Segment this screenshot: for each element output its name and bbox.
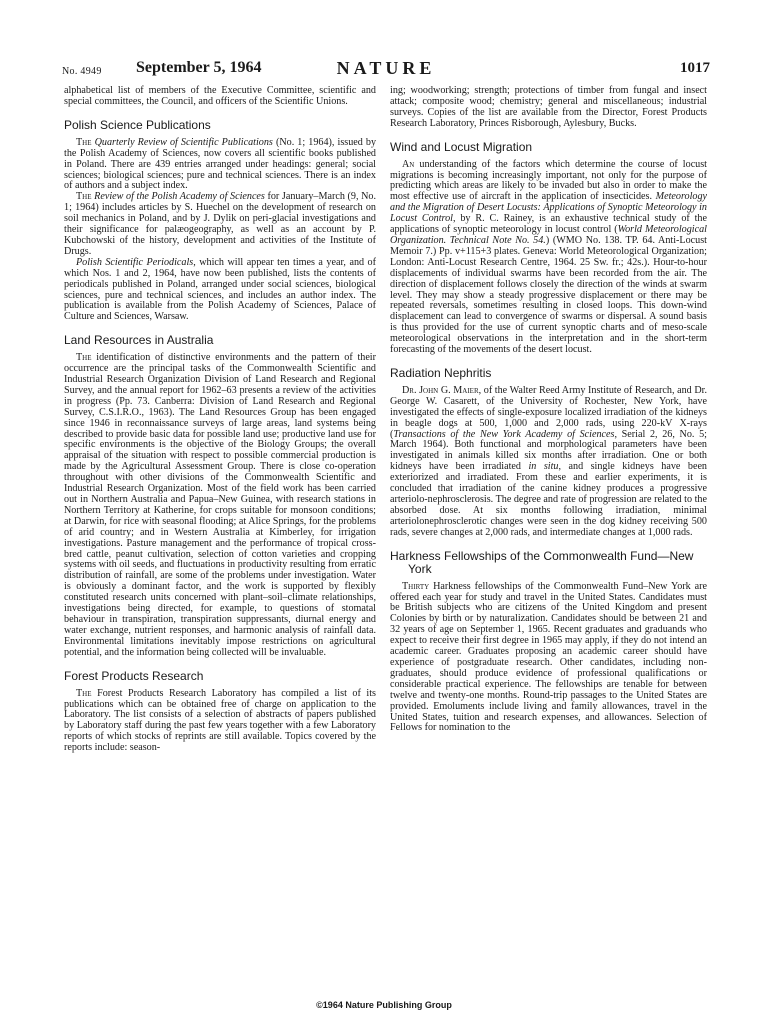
paragraph: [64, 689, 376, 754]
lead-word: The: [76, 191, 92, 203]
paragraph-text: Harkness fellowships of the Commonwealth Fund–New York are offered each year for study and travel in the United States. Candidates must be British subjects who are citizens of the United Kingdom and present Colonies by birth or by naturalization. Candidates should be between 21 and 32 years of age on September 1, 1965. Recent graduates and graduands who expect to receive their first degree in 1965 may apply, if they do not intend an academic career. Graduates proposing an academic career should have experience of postgraduate research. Other candidates, including non-graduates, should produce evidence of professional qualifications or considerable practical experience. The fellowships are tenable for between twelve and twenty-one months. Round-trip passages to the United States are provided. Emoluments include living and family allowances, travel in the United States, tuition and research expenses, and allowances. Selection of Fellows for nomination to the: [390, 580, 708, 734]
intro-paragraph: alphabetical list of members of the Executive Committee, scientific and special committees, the Council, and officers of the Scientific Unions.: [64, 85, 376, 107]
continued-paragraph: ing; woodworking; strength; protections of timber from fungal and insect attack; composite wood; chemistry; general and miscellaneous; industrial surveys. Copies of the list are available from the Director, Forest Products Research Laboratory, Princes Risborough, Aylesbury, Bucks.: [390, 85, 707, 129]
right-column: [390, 86, 707, 734]
lead-word: The: [76, 687, 92, 699]
paragraph: [64, 192, 376, 257]
paragraph: [64, 353, 376, 658]
latin-term: in situ: [528, 461, 559, 473]
paragraph: [390, 160, 707, 356]
article-land-resources: [64, 334, 376, 658]
lead-word: The: [76, 136, 92, 148]
article-harkness-fellowships: [390, 550, 707, 735]
article-heading: Radiation Nephritis: [390, 365, 492, 380]
article-radiation-nephritis: [390, 367, 707, 539]
journal-title-ref: Transactions of the New York Academy of Sciences: [393, 428, 615, 440]
publication-title: Meteorology and the Migration of Desert Locusts: Applications of Synoptic Meteorology in Locust Control: [390, 191, 708, 225]
publication-title: Polish Scientific Periodicals: [76, 256, 194, 268]
series-title: World Meteorological Organization. Technical Note No. 54.: [390, 224, 707, 246]
publication-title: Quarterly Review of Scientific Publications: [94, 136, 273, 148]
article-heading: Polish Science Publications: [64, 117, 211, 132]
paragraph-text: identification of distinctive environments and the pattern of their occurrence are the principal tasks of the Commonwealth Scientific and Industrial Research Organization Division of Land Research and Regional Survey, and the annual report for 1962–63 presents a review of the activities in progress (Pp. 73. Canberra: Division of Land Research and Regional Survey, C.S.I.R.O., 1963). The Land Resources Group has been engaged since 1946 in reconnaissance surveys of large areas, land systems being described to provide basic data for possible land use; productive land use for specific environments is the objective of the Biology Groups; the overall appraisal of the situation with respect to possible commercial production is made by the Agricultural Assessment Group. There is close co-operation throughout with other divisions of the Commonwealth Scientific and Industrial Research Organization. Most of the field work has been carried out in Northern Australia and Papua–New Guinea, with research stations in Northern Territory at Katherine, for crops suitable for monsoon conditions; at Darwin, for rice with seasonal flooding; at Alice Springs, for the problems of arid country; and in Western Australia at Kimberley, for irrigation investigations. Pasture management and the performance of tropical cross-bred cattle, peanut cultivation, selection of cotton varieties and cropping systems with oil seeds, and fluctuations in productivity resulting from erratic distribution of rainfall, are some of the problems under investigation. Water is obviously a dominant factor, and the work is supported by flexibly constituted research units concerned with plant–soil–climate relationships, investigations being directed, for example, to questions of stomatal behaviour in transpiration, transpiration suppressants, diurnal energy and water exchange, nutrient responses, and harmonic analysis of rainfall data. Environmental limitations inevitably impose restrictions on agricultural potential, and the information being collected will be invaluable.: [64, 352, 376, 658]
paragraph: [64, 138, 376, 193]
paragraph-text: Forest Products Research Laboratory has compiled a list of its publications which can be obtained free of charge on application to the Laboratory. The list consists of a selection of abstracts of papers published by Laboratory staff during the past few years together with a few Laboratory reports of which stocks of reprints are still available. Topics covered by the reports include: season-: [64, 687, 376, 754]
paragraph-text: , Serial 2, 26, No. 5; March 1964). Both functional and morphological parameters have been investigated in animals killed six months after irradiation. One or both kidneys have been irradiated: [390, 428, 707, 473]
lead-word: An: [402, 158, 415, 170]
page-header: [62, 58, 710, 86]
paragraph-text: ) (WMO No. 138. TP. 64. Anti-Locust Memoir 7.) Pp. v+115+3 plates. Geneva: World Meteorological Organization; London: Anti-Locust Research Centre, 1964. 25 Sw. fr.; 42s.). Hour-to-hour displacements of individual swarms have been recorded from the air. The direction of displacement follows closely the direction of the winds at swarm level. They may show a steady progressive displacement or there may be repeated reversals, sometimes resulting in closed loops. This down-wind displacement can lead to convergence of swarms or dispersal. A sound basis is thus provided for the use of current synoptic charts and of meso-scale meteorological observations in the interpretation and in the short-term forecasting of the movements of the desert locust.: [390, 234, 707, 356]
paragraph-text: , which will appear ten times a year, and of which Nos. 1 and 2, 1964, have now been published, lists the contents of periodicals published in Poland, arranged under social sciences, biological sciences, pure and technical sciences, and includes an author index. The publication is available from the Polish Academy of Sciences, Palace of Culture and Sciences, Warsaw.: [64, 256, 376, 323]
copyright-footer: ©1964 Nature Publishing Group: [316, 1000, 452, 1010]
article-locust-migration: [390, 141, 707, 356]
publication-title: Review of the Polish Academy of Sciences: [94, 191, 265, 203]
lead-word: The: [76, 352, 92, 364]
paragraph-text: understanding of the factors which determine the course of locust migrations is becoming increasingly important, not only for the purpose of predicting which areas are likely to be invaded but also in order to make the most effective use of aircraft in the application of insecticides.: [390, 158, 707, 203]
article-heading: Wind and Locust Migration: [390, 139, 533, 154]
paragraph: [390, 582, 707, 735]
paragraph: [64, 258, 376, 323]
journal-title: NATURE: [336, 58, 436, 78]
issue-number: No. 4949: [62, 66, 102, 77]
paragraph-text: (No. 1; 1964), issued by the Polish Academy of Sciences, now covers all scientific books published in Poland. There are 439 entries arranged under headings: general; social sciences; biological sciences; pure and technical sciences. There is an index of authors and a subject index.: [64, 136, 377, 192]
paragraph-text: for January–March (9, No. 1; 1964) includes articles by S. Huechel on the development of research on soil mechanics in Poland, and by J. Dylik on peri-glacial investigations and their significance for palæogeography, as well as an account by P. Kubchowski of the history, development and activities of the Institute of Drugs.: [64, 191, 377, 257]
paragraph: [390, 386, 707, 539]
page-number: 1017: [680, 60, 710, 76]
paragraph-text: of the Walter Reed Army Institute of Research, and Dr. George W. Casarett, of the University of Rochester, New York, have investigated the effects of single-exposure localized irradiation of the kidneys in beagle dogs at 500, 1,000 and 2,000 rads, using 220-kV X-rays (: [390, 384, 707, 440]
lead-word: Thirty: [402, 580, 430, 592]
article-forest-products: [64, 670, 376, 754]
lead-word: Dr. John G. Maier,: [402, 384, 482, 396]
article-polish-science: [64, 119, 376, 323]
article-heading: Harkness Fellowships of the Commonwealth Fund—New York: [390, 548, 694, 576]
left-column: [64, 86, 376, 754]
issue-date: September 5, 1964: [136, 59, 262, 76]
paragraph-text: , by R. C. Rainey, is an exhaustive technical study of the applications of synoptic meteorology in locust control (: [390, 213, 707, 236]
paragraph-text: , and single kidneys have been exteriorized and irradiated. From these and earlier experiments, it is concluded that irradiation of the canine kidney produces a progressive arteriolo-nephrosclerosis. The degree and rate of progression are related to the absorbed dose. At six months following irradiation, minimal arteriolonephrosclerotic changes were seen in the dog kidney receiving 500 rads, severe changes at 2,000 rads, and intermediate changes at 1,000 rads.: [390, 461, 707, 538]
article-heading: Land Resources in Australia: [64, 333, 214, 348]
article-heading: Forest Products Research: [64, 668, 204, 683]
